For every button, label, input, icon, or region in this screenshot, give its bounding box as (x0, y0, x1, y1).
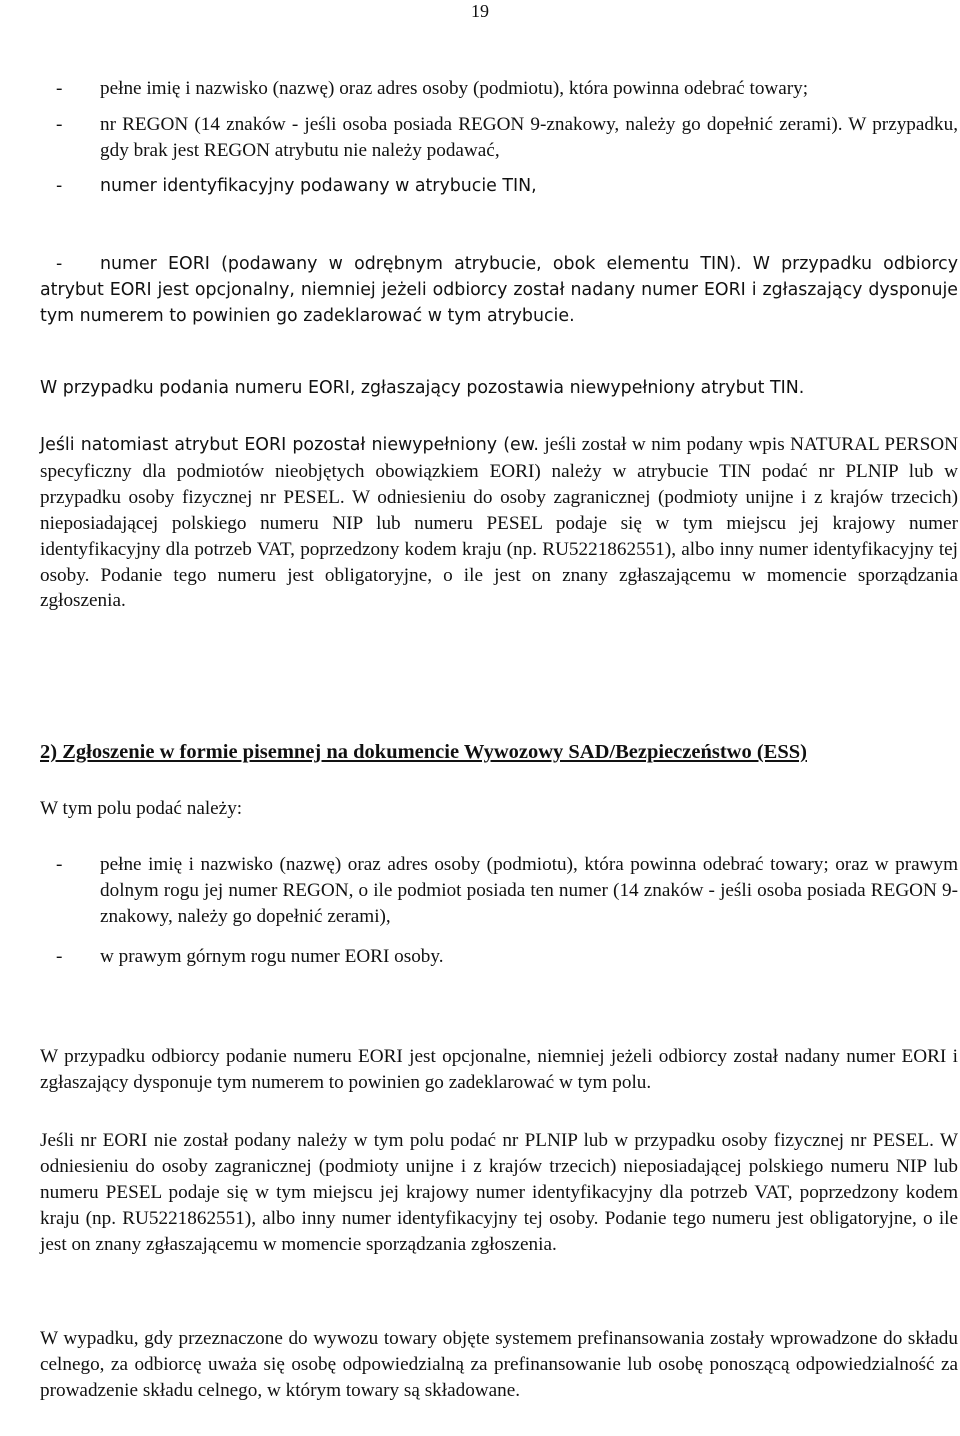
paragraph-lead: Jeśli natomiast atrybut EORI pozostał niewypełniony (ew. (40, 435, 539, 455)
tin-paragraph (40, 376, 958, 402)
paragraph-rest: jeśli został w nim podany wpis NATURAL PERSON specyficzny dla podmiotów nieobjętych obowiązkiem EORI) należy w atrybucie TIN podać nr PLNIP lub w przypadku osoby fizycznej nr PESEL. W odniesieniu do osoby zagranicznej (podmioty unijne i z krajów trzecich) nieposiadającej polskiego numeru NIP lub numeru PESEL podaje się w tym miejscu jej krajowy numer identyfikacyjny dla potrzeb VAT, poprzedzony kodem kraju (np. RU5221862551), albo inny numer identyfikacyjny tej osoby. Podanie tego numeru jest obligatoryjne, o ile jest on znany zgłaszającemu w momencie sporządzania zgłoszenia. (40, 434, 958, 612)
section-2-intro (40, 796, 958, 822)
paragraph: W wypadku, gdy przeznaczone do wywozu towary objęte systemem prefinansowania zostały wprowadzone do składu celnego, za odbiorcę uważa się osobę odpowiedzialną za prefinansowanie lub osobę ponoszącą odpowiedzialność za prowadzenie składu celnego, w którym towary są składowane. (40, 1328, 958, 1401)
list-item-text: w prawym górnym rogu numer EORI osoby. (100, 945, 444, 967)
list-item-text: pełne imię i nazwisko (nazwę) oraz adres osoby (podmiotu), która powinna odebrać towary; (100, 78, 809, 99)
section-2-eori-paragraph (40, 1044, 958, 1096)
section-heading: 2) Zgłoszenie w formie pisemnej na dokumencie Wywozowy SAD/Bezpieczeństwo (ESS) (40, 741, 807, 763)
section-2-list (40, 852, 958, 970)
list-item-text: numer identyfikacyjny podawany w atrybucie TIN, (100, 175, 537, 196)
paragraph (40, 432, 958, 614)
list-item-text: nr REGON (14 znaków - jeśli osoba posiada REGON 9-znakowy, należy go dopełnić zerami). W przypadku, gdy brak jest REGON atrybutu nie należy podawać, (100, 113, 958, 161)
list-dash: - (56, 945, 63, 967)
eori-list-item (40, 252, 958, 330)
paragraph: W tym polu podać należy: (40, 798, 243, 819)
jesli-paragraph (40, 432, 958, 614)
list-item-text: pełne imię i nazwisko (nazwę) oraz adres osoby (podmiotu), która powinna odebrać towary; oraz w prawym dolnym rogu jej numer REGON, o ile podmiot posiada ten numer (14 znaków - jeśli osoba posiada REGON 9-znakowy, należy go dopełnić zerami), (100, 854, 958, 927)
list-dash: - (56, 175, 63, 196)
section-2-plnip-paragraph (40, 1128, 958, 1258)
top-list (40, 76, 958, 210)
list-dash: - (56, 854, 63, 875)
paragraph: Jeśli nr EORI nie został podany należy w tym polu podać nr PLNIP lub w przypadku osoby fizycznej nr PESEL. W odniesieniu do osoby zagranicznej (podmioty unijne i z krajów trzecich) nieposiadającej polskiego numeru NIP lub numeru PESEL podaje się w tym miejscu jej krajowy numer identyfikacyjny dla potrzeb VAT, poprzedzony kodem kraju (np. RU5221862551), albo inny numer identyfikacyjny tej osoby. Podanie tego numeru jest obligatoryjne, o ile jest on znany zgłaszającemu w momencie sporządzania zgłoszenia. (40, 1130, 958, 1255)
list-item (40, 112, 958, 164)
list-item (40, 944, 958, 970)
paragraph: W przypadku podania numeru EORI, zgłaszający pozostawia niewypełniony atrybut TIN. (40, 378, 805, 398)
list-item (40, 76, 958, 102)
list-item (40, 852, 958, 930)
list-dash: - (56, 254, 63, 274)
list-item (40, 252, 958, 330)
page-number: 19 (471, 1, 489, 21)
list-dash: - (56, 78, 63, 99)
section-2-prefin-paragraph (40, 1326, 958, 1404)
list-dash: - (56, 113, 63, 135)
list-item (40, 174, 958, 200)
section-2 (40, 740, 958, 766)
list-item-text: numer EORI (podawany w odrębnym atrybucie, obok elementu TIN). W przypadku odbiorcy atrybut EORI jest opcjonalny, niemniej jeżeli odbiorcy został nadany numer EORI i zgłaszający dysponuje tym numerem to powinien go zadeklarować w tym atrybucie. (40, 254, 958, 326)
paragraph: W przypadku odbiorcy podanie numeru EORI jest opcjonalne, niemniej jeżeli odbiorcy został nadany numer EORI i zgłaszający dysponuje tym numerem to powinien go zadeklarować w tym polu. (40, 1046, 958, 1093)
